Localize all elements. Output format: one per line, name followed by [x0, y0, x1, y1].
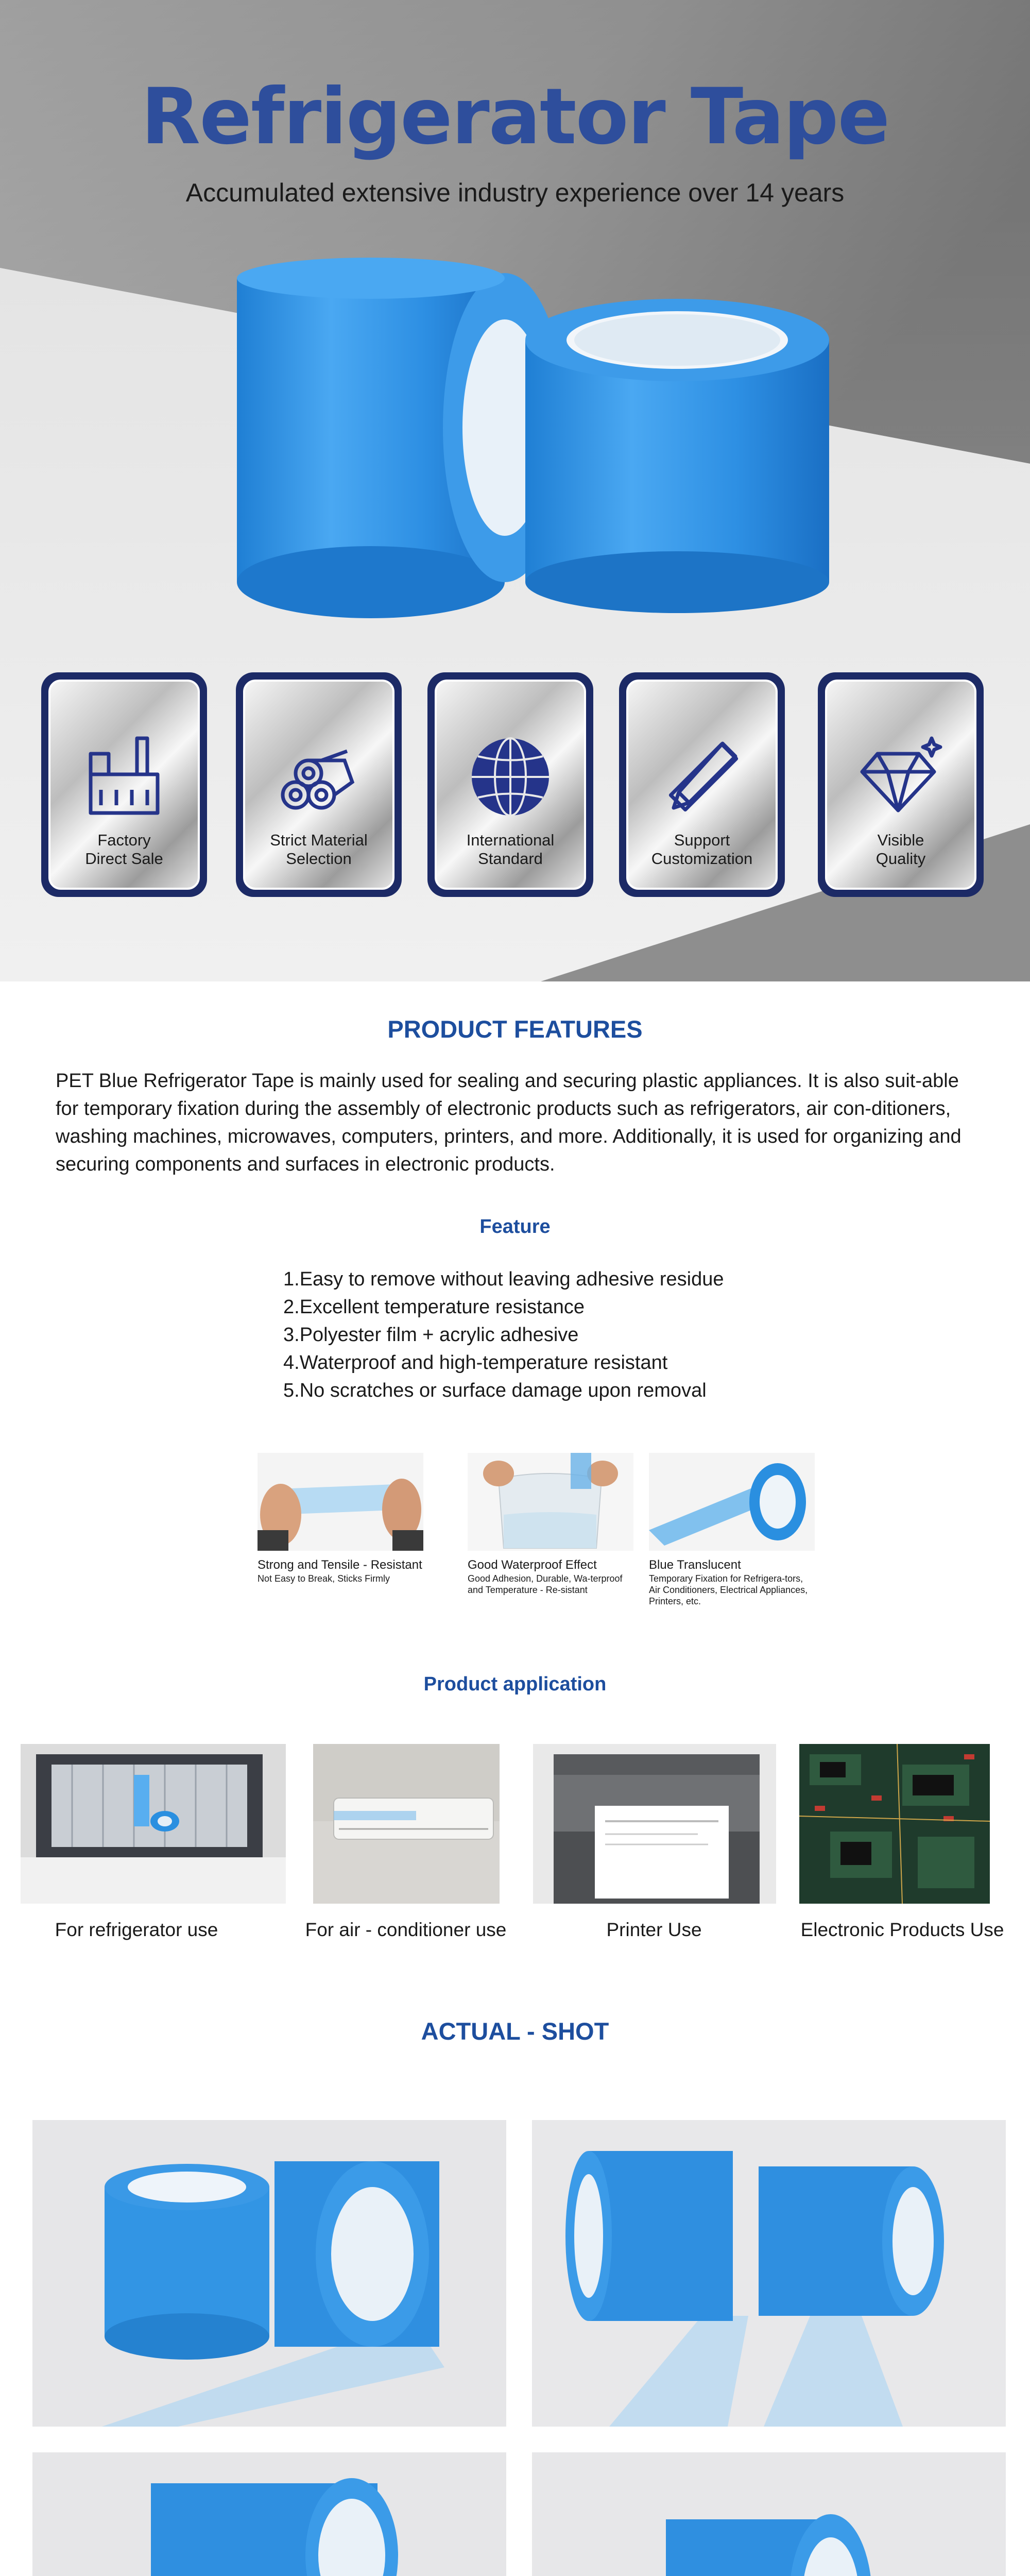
- actual-shot-photo-1: [32, 2120, 506, 2427]
- application-air-conditioner: [305, 1744, 507, 1940]
- feature-item: 5.No scratches or surface damage upon removal: [283, 1380, 707, 1401]
- tape-roll-small-image: [649, 1453, 815, 1551]
- card-label: International Standard: [466, 831, 555, 868]
- card-strict-material-selection: [236, 672, 402, 897]
- card-label: Strict Material Selection: [270, 831, 368, 868]
- feature-list: [283, 1265, 850, 1404]
- page-title: Refrigerator Tape: [141, 72, 889, 162]
- card-visible-quality: [818, 672, 984, 897]
- hero-section: [0, 0, 1030, 981]
- card-label: Support Customization: [651, 831, 753, 868]
- application-electronic-products: [799, 1744, 1004, 1940]
- air-conditioner-image: [313, 1744, 500, 1904]
- application-label: For refrigerator use: [55, 1919, 218, 1940]
- tape-rolls-image: [221, 252, 845, 623]
- card-factory-direct-sale: [41, 672, 207, 897]
- application-printer: [533, 1744, 776, 1940]
- diamond-icon: [857, 733, 945, 821]
- feature-item: 1.Easy to remove without leaving adhesive residue: [283, 1268, 724, 1290]
- hands-stretching-tape-image: [258, 1453, 423, 1551]
- card-support-customization: [619, 672, 785, 897]
- card-label: Visible Quality: [876, 831, 926, 868]
- property-desc: Temporary Fixation for Refrigera-tors, Air Conditioners, Electrical Appliances, Printers, etc.: [649, 1573, 808, 1606]
- factory-icon: [80, 733, 168, 821]
- property-strong-tensile: [258, 1453, 427, 1584]
- actual-shot-photo-2: [532, 2120, 1006, 2427]
- circuit-board-image: [799, 1744, 990, 1904]
- application-heading: Product application: [423, 1673, 607, 1695]
- pencil-ruler-icon: [658, 733, 746, 821]
- application-label: Printer Use: [606, 1919, 702, 1940]
- property-title: Blue Translucent: [649, 1558, 741, 1572]
- application-gallery: [21, 1744, 1009, 1950]
- actual-shot-photo-4: [532, 2452, 1006, 2576]
- actual-shot-photo-3: [32, 2452, 506, 2576]
- printer-image: [533, 1744, 776, 1904]
- feature-item: 4.Waterproof and high-temperature resistant: [283, 1352, 668, 1374]
- water-bag-image: [468, 1453, 633, 1551]
- property-title: Strong and Tensile - Resistant: [258, 1558, 422, 1572]
- product-intro: PET Blue Refrigerator Tape is mainly used for sealing and securing plastic appliances. It is also suit-able for temporary fixation during the assembly of electronic products such as refrigerators, air con-ditioners, washing machines, microwaves, computers, printers, and more. Additionally, it is used for organizing and securing components and surfaces in electronic products.: [56, 1070, 962, 1175]
- card-international-standard: [427, 672, 593, 897]
- globe-icon: [467, 733, 554, 821]
- actual-shot-gallery: [32, 2120, 1006, 2576]
- card-label: Factory Direct Sale: [85, 831, 163, 868]
- property-waterproof: [468, 1453, 638, 1596]
- property-desc: Not Easy to Break, Sticks Firmly: [258, 1573, 390, 1584]
- actual-shot-heading: ACTUAL - SHOT: [421, 2018, 609, 2045]
- property-panels: [258, 1453, 819, 1623]
- feature-cards: [41, 672, 989, 899]
- property-blue-translucent: [649, 1453, 819, 1607]
- product-features-heading: PRODUCT FEATURES: [387, 1015, 643, 1043]
- feature-heading: Feature: [479, 1216, 551, 1238]
- pipes-icon: [275, 733, 363, 821]
- property-desc: Good Adhesion, Durable, Wa-terproof and Temperature - Re-sistant: [468, 1573, 623, 1595]
- application-refrigerator: [21, 1744, 286, 1940]
- application-label: For air - conditioner use: [305, 1919, 507, 1940]
- feature-item: 3.Polyester film + acrylic adhesive: [283, 1324, 579, 1346]
- feature-item: 2.Excellent temperature resistance: [283, 1296, 585, 1318]
- refrigerator-image: [21, 1744, 286, 1904]
- page-subtitle: Accumulated extensive industry experience over 14 years: [185, 178, 845, 207]
- property-title: Good Waterproof Effect: [468, 1558, 597, 1572]
- application-label: Electronic Products Use: [800, 1919, 1004, 1940]
